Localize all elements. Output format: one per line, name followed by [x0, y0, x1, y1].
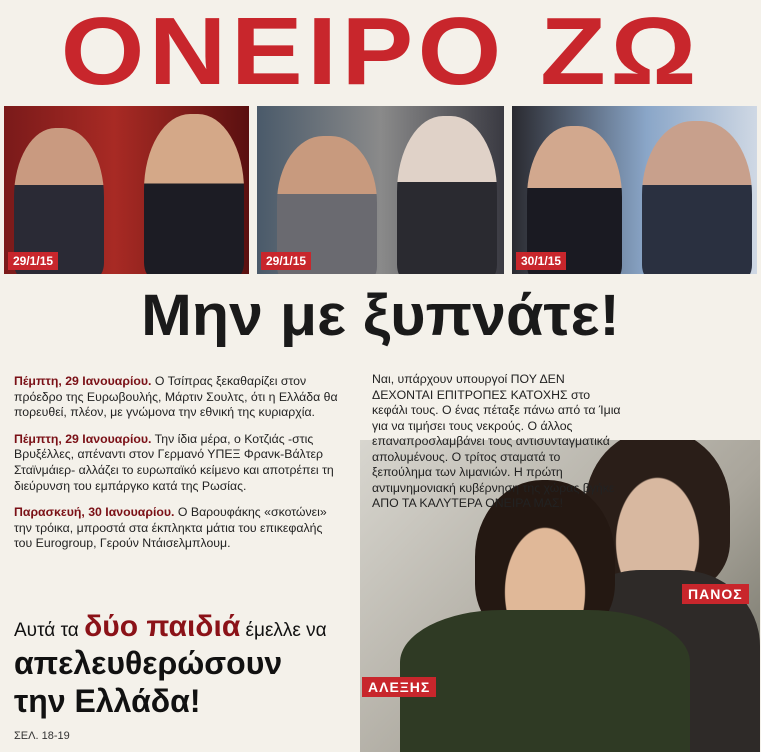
headline: Μην με ξυπνάτε!: [141, 283, 620, 348]
tagline-emphasis: δύο παιδιά: [84, 610, 241, 643]
masthead-title: ΟΝΕΙΡΟ ΖΩ: [60, 0, 701, 105]
tagline-line3: την Ελλάδα!: [14, 683, 201, 719]
photo-varoufakis-dijsselbloem: [512, 106, 757, 274]
paragraph: [14, 432, 342, 494]
masthead: [0, 0, 761, 104]
tagline: [14, 610, 374, 720]
tagline-line2: απελευθερώσουν: [14, 645, 283, 681]
photo-schulz-tsipras: [4, 106, 249, 274]
photo-date: 30/1/15: [516, 252, 566, 270]
page-reference: ΣΕΛ. 18-19: [14, 730, 70, 742]
paragraph-text: Την ίδια μέρα, ο Κοτζιάς -στις Βρυξέλλες, απέναντι στον Γερμανό ΥΠΕΞ Φρανκ-Βάλτερ Σταϊνμάιερ- αλλάζει το ευρωπαϊκό κείμενο και αποτρέπει τη διεύρυνση του εμπάργκο κατά της Ρωσίας.: [14, 431, 334, 493]
paragraph: [14, 505, 342, 552]
paragraph: Ναι, υπάρχουν υπουργοί ΠΟΥ ΔΕΝ ΔΕΧΟΝΤΑΙ ΕΠΙΤΡΟΠΕΣ ΚΑΤΟΧΗΣ στο κεφάλι τους. Ο ένας πέταξε πάνω από τα Ίμια για να τιμήσει τους νεκρούς. Ο άλλος επαναπροσλαμβάνει τους αντισυνταγματικά απολυμένους. Ο τρίτος σταματά το ξεπούλημα των λιμανιών. Η πρώτη αντιμνημονιακή κυβέρνηση της χώρας βγήκε ΑΠΟ ΤΑ ΚΑΛΥΤΕΡΑ ΟΝΕΙΡΑ ΜΑΣ!: [372, 372, 621, 510]
paragraph-day: Παρασκευή, 30 Ιανουαρίου.: [14, 505, 175, 520]
paragraph-text: Ο Τσίπρας ξεκαθαρίζει στον πρόεδρο της Ευρωβουλής, Μάρτιν Σουλτς, ότι η Ελλάδα θα πορευθεί, πλέον, με γνώμονα την εθνική της κυριαρχία.: [14, 374, 338, 420]
tagline-line1: Αυτά τα δύο παιδιά έμελλε να: [14, 610, 327, 643]
right-column: [372, 372, 622, 512]
paragraph-day: Πέμπτη, 29 Ιανουαρίου.: [14, 431, 152, 446]
label-panos: ΠΑΝΟΣ: [682, 584, 749, 604]
paragraph-text: Ο Βαρουφάκης «σκοτώνει» την τρόικα, μπροστά στα έκπληκτα μάτια του επικεφαλής του Eurogroup, Γερούν Ντάισελμπλουμ.: [14, 505, 327, 551]
paragraph-day: Πέμπτη, 29 Ιανουαρίου.: [14, 374, 152, 388]
photo-kotzias-steinmeier: [257, 106, 504, 274]
paragraph: [14, 374, 342, 421]
label-alexis: ΑΛΕΞΗΣ: [362, 677, 436, 697]
photo-date: 29/1/15: [261, 252, 311, 270]
photo-date: 29/1/15: [8, 252, 58, 270]
left-column: [14, 374, 342, 563]
